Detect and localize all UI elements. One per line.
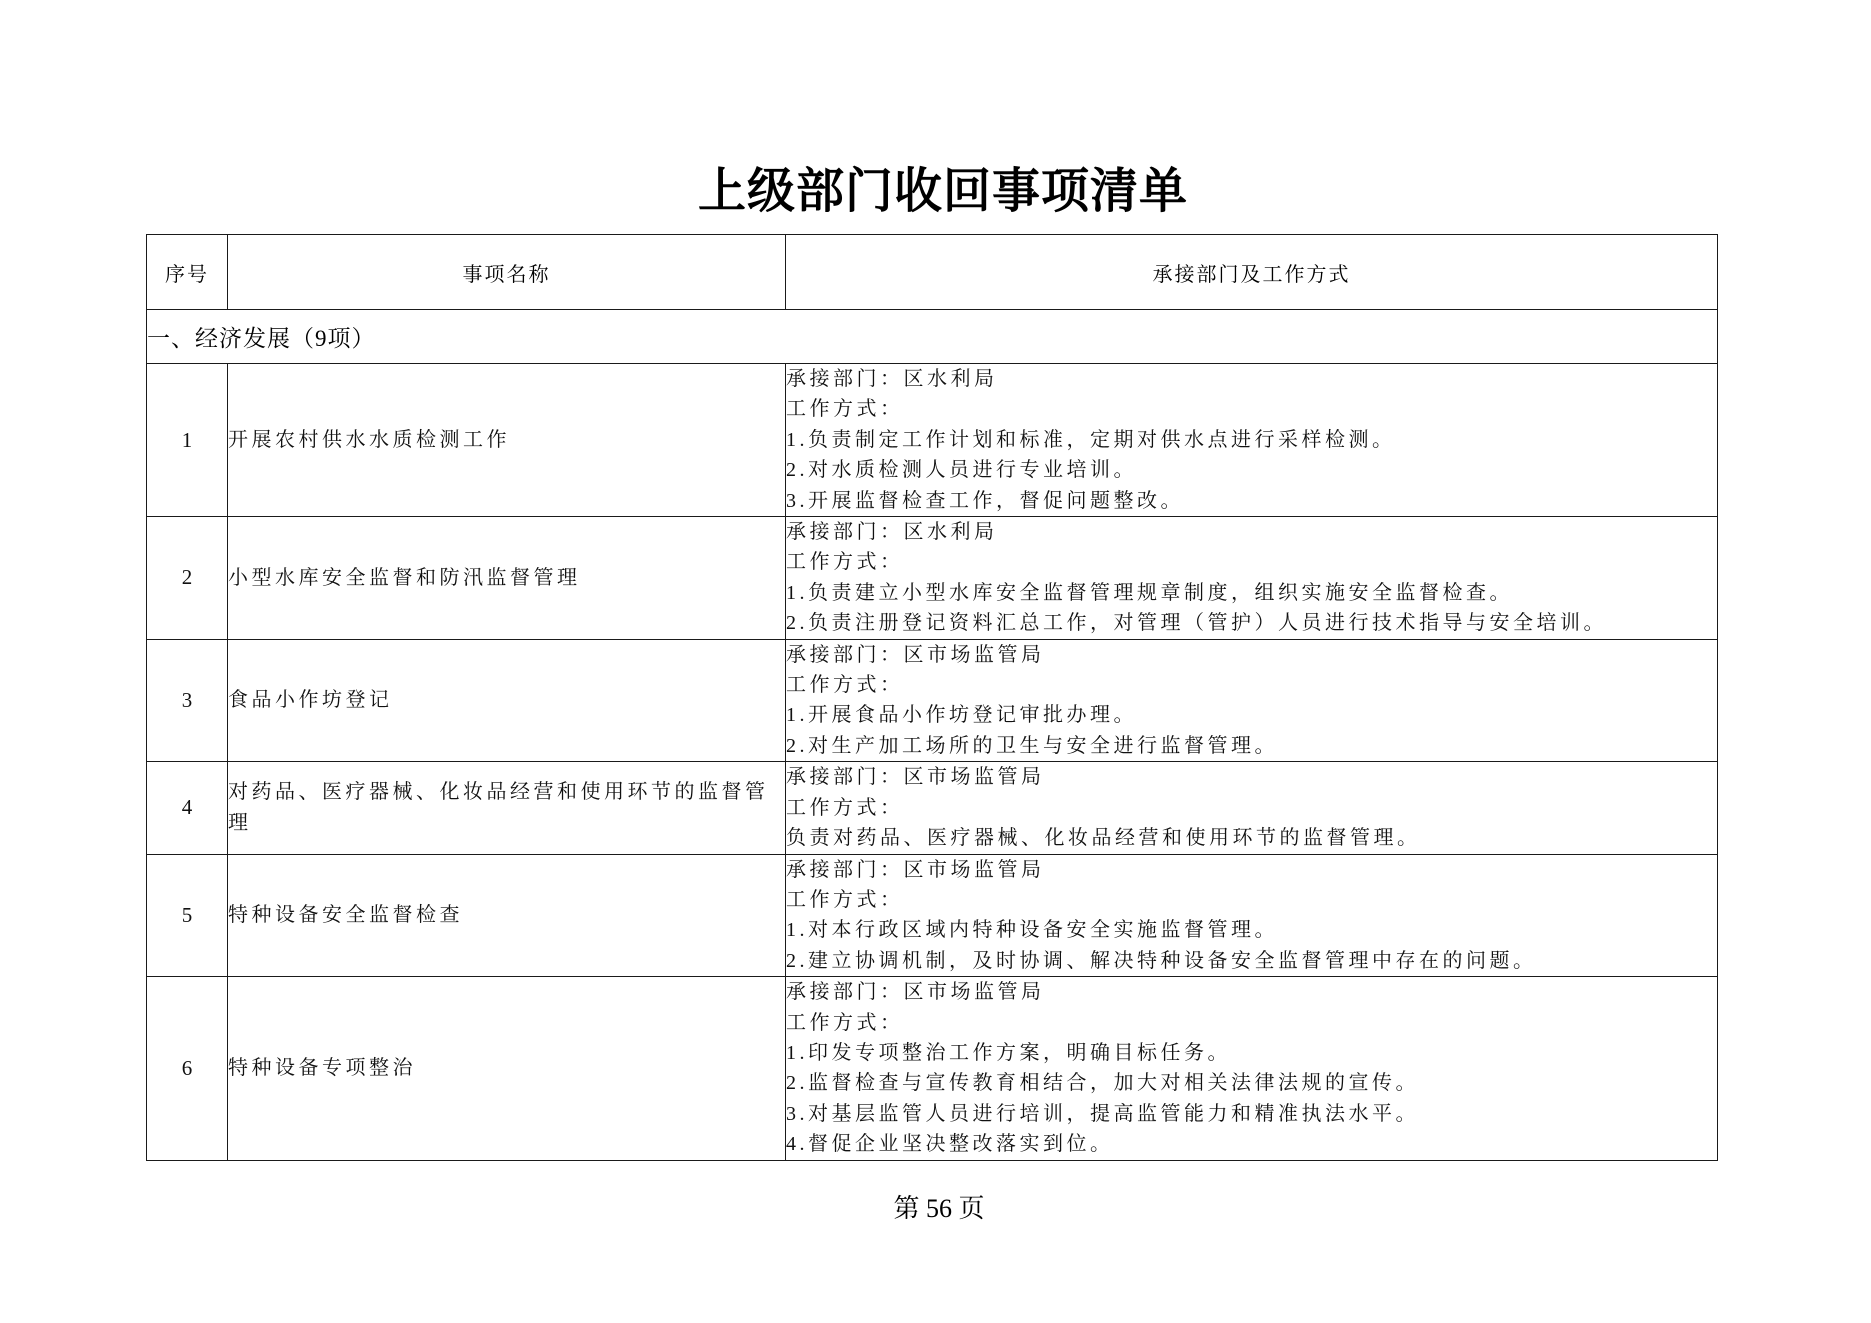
table-row xyxy=(147,977,1718,1160)
department-line: 承接部门：区市场监管局 xyxy=(786,766,1045,789)
method-item: 负责对药品、医疗器械、化妆品经营和使用环节的监督管理。 xyxy=(786,827,1421,850)
department-and-method xyxy=(786,854,1718,977)
row-number: 1 xyxy=(147,364,228,517)
header-no: 序号 xyxy=(147,235,228,310)
department-and-method xyxy=(786,762,1718,854)
section-title: 一、经济发展（9项） xyxy=(147,310,1718,364)
method-item: 4.督促企业坚决整改落实到位。 xyxy=(786,1133,1114,1156)
department-line: 承接部门：区水利局 xyxy=(786,368,998,390)
row-number: 6 xyxy=(147,977,228,1160)
items-table xyxy=(146,234,1718,1161)
header-method: 承接部门及工作方式 xyxy=(786,235,1718,310)
method-item: 1.对本行政区域内特种设备安全实施监督管理。 xyxy=(786,919,1278,942)
item-name: 食品小作坊登记 xyxy=(228,639,786,762)
table-row xyxy=(147,639,1718,762)
item-name: 对药品、医疗器械、化妆品经营和使用环节的监督管理 xyxy=(228,762,786,854)
method-item: 2.对生产加工场所的卫生与安全进行监督管理。 xyxy=(786,734,1278,757)
page-title: 上级部门收回事项清单 xyxy=(697,165,1188,218)
method-label: 工作方式： xyxy=(786,398,904,421)
method-label: 工作方式： xyxy=(786,1011,904,1034)
department-and-method xyxy=(786,639,1718,762)
table-row xyxy=(147,854,1718,977)
method-label: 工作方式： xyxy=(786,796,904,819)
method-item: 2.监督检查与宣传教育相结合，加大对相关法律法规的宣传。 xyxy=(786,1072,1419,1095)
table-row xyxy=(147,364,1718,517)
department-and-method xyxy=(786,517,1718,640)
table-header-row xyxy=(147,235,1718,310)
method-label: 工作方式： xyxy=(786,551,904,574)
item-name: 特种设备安全监督检查 xyxy=(228,854,786,977)
page-number: 第 56 页 xyxy=(893,1194,985,1223)
row-number: 2 xyxy=(147,517,228,640)
item-name: 小型水库安全监督和防汛监督管理 xyxy=(228,517,786,640)
department-line: 承接部门：区市场监管局 xyxy=(786,858,1045,881)
department-line: 承接部门：区水利局 xyxy=(786,521,998,544)
row-number: 3 xyxy=(147,639,228,762)
section-row xyxy=(147,310,1718,364)
header-name: 事项名称 xyxy=(228,235,786,310)
method-item: 1.印发专项整治工作方案，明确目标任务。 xyxy=(786,1041,1231,1064)
department-line: 承接部门：区市场监管局 xyxy=(786,643,1045,666)
department-line: 承接部门：区市场监管局 xyxy=(786,981,1045,1004)
method-item: 1.开展食品小作坊登记审批办理。 xyxy=(786,704,1137,727)
item-name: 开展农村供水水质检测工作 xyxy=(228,364,786,517)
table-row xyxy=(147,762,1718,854)
method-item: 2.建立协调机制，及时协调、解决特种设备安全监督管理中存在的问题。 xyxy=(786,949,1537,972)
row-number: 5 xyxy=(147,854,228,977)
method-item: 2.负责注册登记资料汇总工作，对管理（管护）人员进行技术指导与安全培训。 xyxy=(786,612,1607,635)
method-label: 工作方式： xyxy=(786,674,904,697)
department-and-method xyxy=(786,364,1718,517)
row-number: 4 xyxy=(147,762,228,854)
method-item: 2.对水质检测人员进行专业培训。 xyxy=(786,459,1137,482)
method-item: 1.负责建立小型水库安全监督管理规章制度，组织实施安全监督检查。 xyxy=(786,581,1513,604)
method-item: 3.对基层监管人员进行培训，提高监管能力和精准执法水平。 xyxy=(786,1102,1419,1125)
method-label: 工作方式： xyxy=(786,888,904,911)
method-item: 1.负责制定工作计划和标准，定期对供水点进行采样检测。 xyxy=(786,428,1396,451)
department-and-method xyxy=(786,977,1718,1160)
table-row xyxy=(147,517,1718,640)
item-name: 特种设备专项整治 xyxy=(228,977,786,1160)
method-item: 3.开展监督检查工作，督促问题整改。 xyxy=(786,489,1184,512)
